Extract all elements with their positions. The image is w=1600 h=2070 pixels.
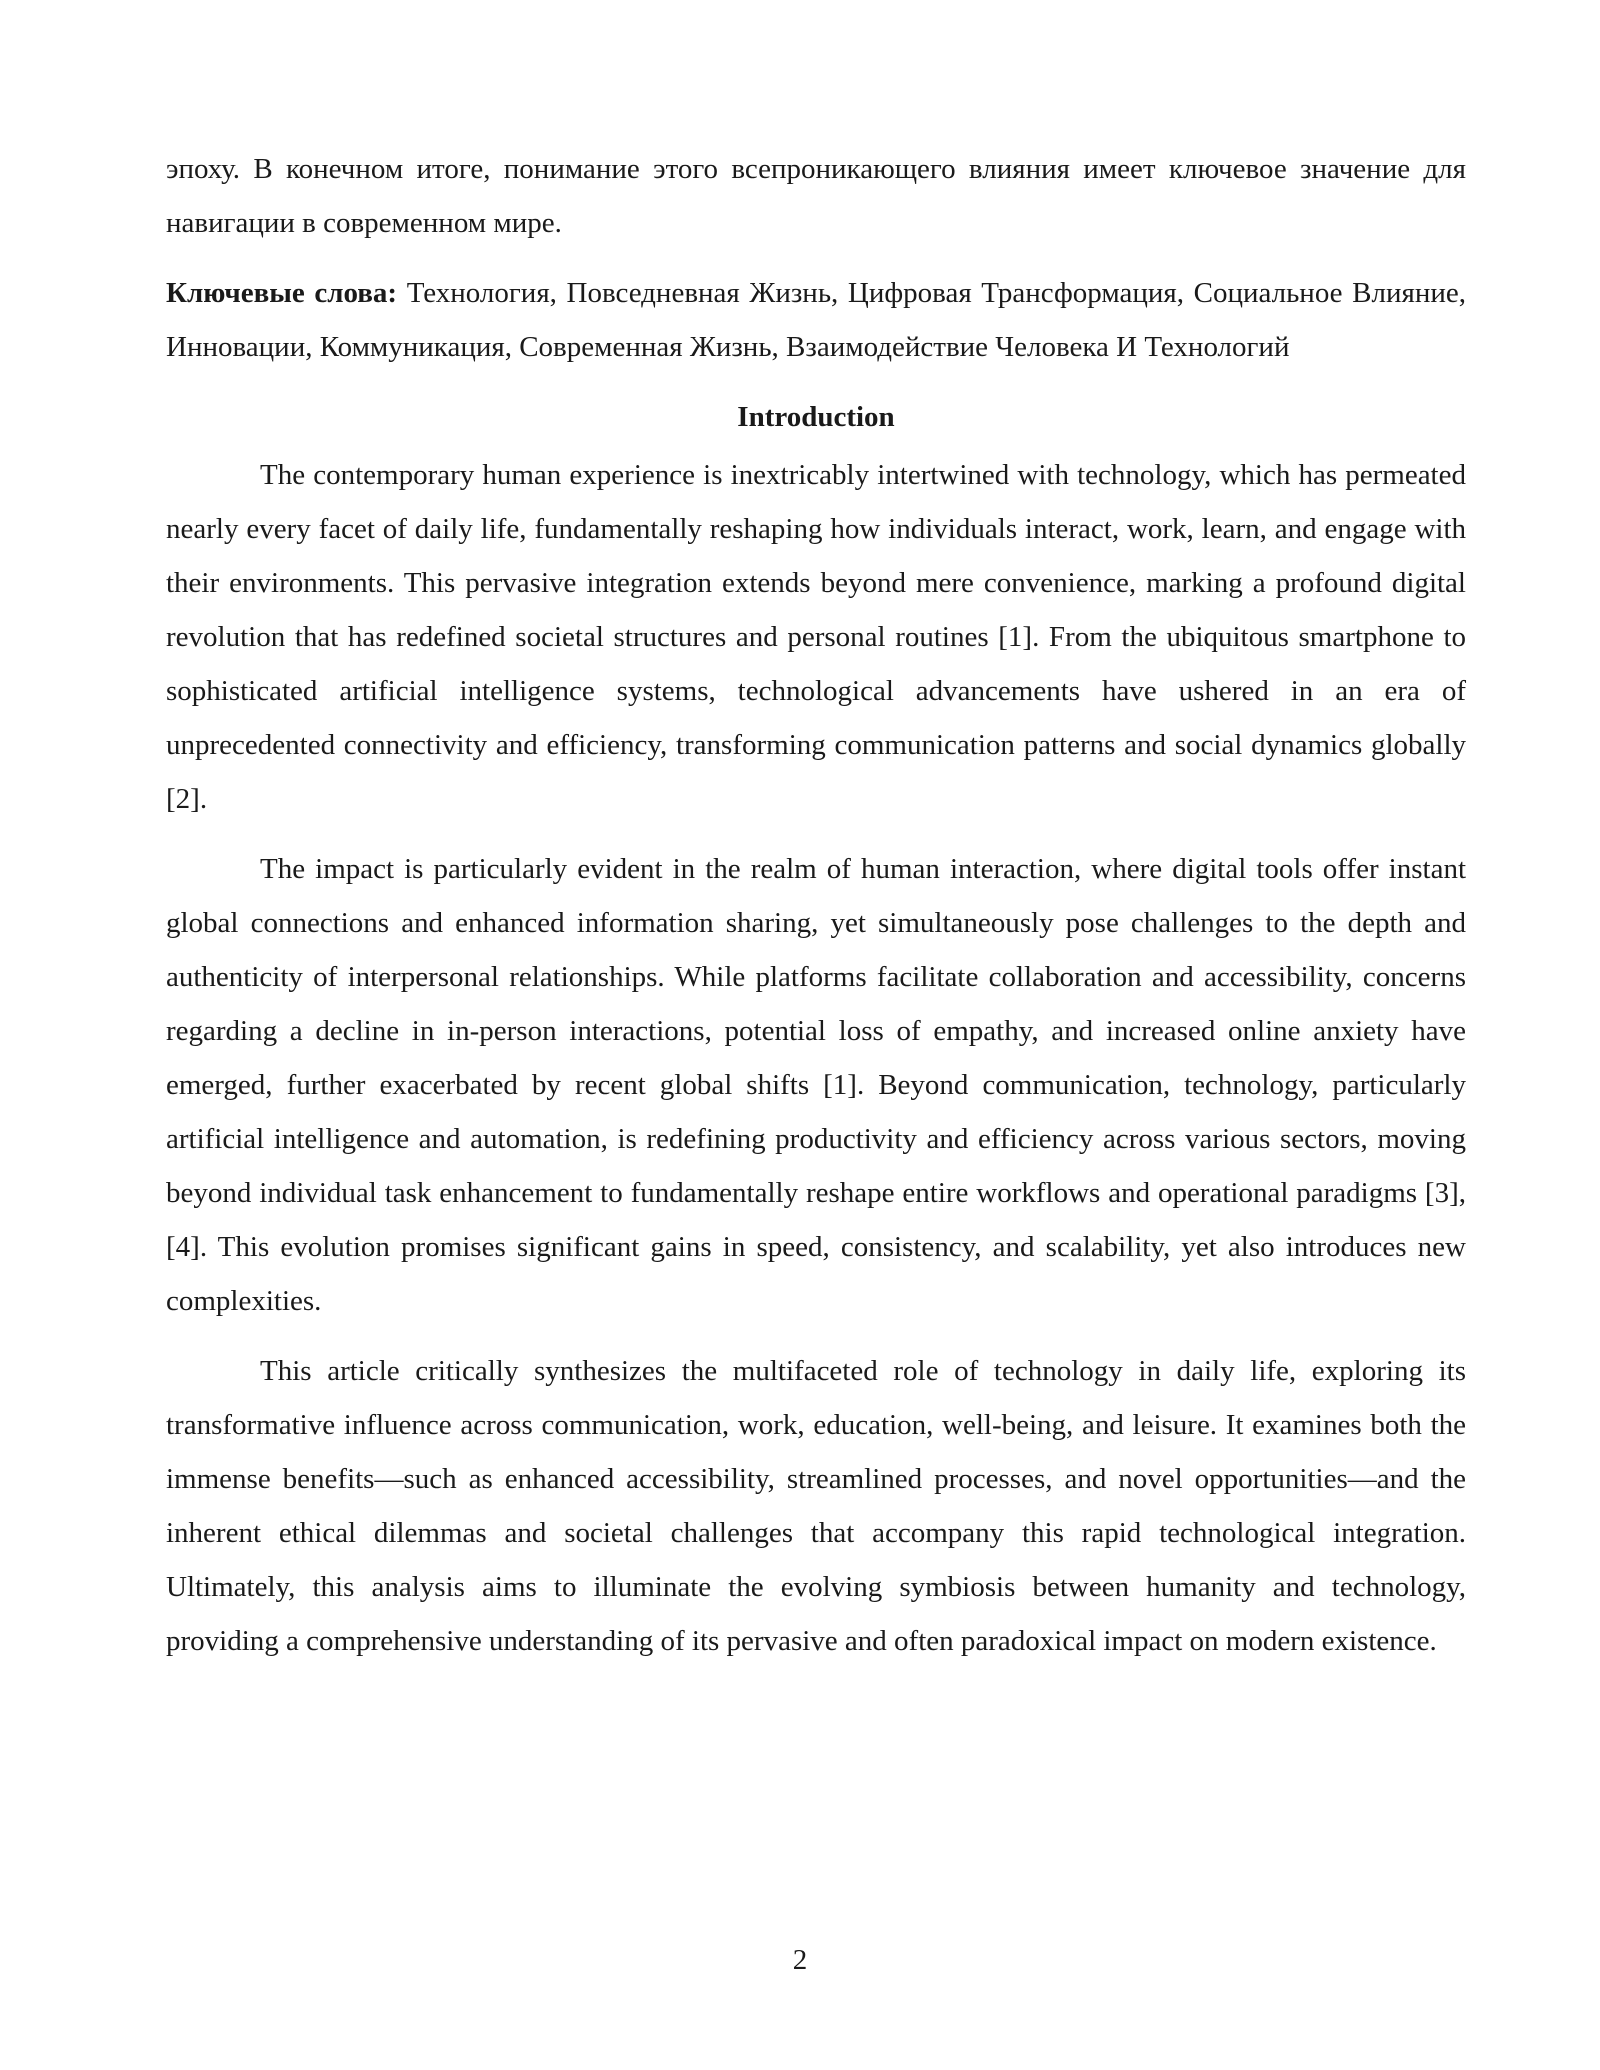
paragraph: This article critically synthesizes the multifaceted role of technology in daily life, exploring its transformative influence across communication, work, education, well-being, and leisure. It examines both the immense benefits—such as enhanced accessibility, streamlined processes, and novel opportunities—and the inherent ethical dilemmas and societal challenges that accompany this rapid technological integration. Ultimately, this analysis aims to illuminate the evolving symbiosis between humanity and technology, providing a comprehensive understanding of its pervasive and often paradoxical impact on modern existence.	[166, 1355, 1466, 1657]
keywords-text: Технология, Повседневная Жизнь, Цифровая Трансформация, Социальное Влияние, Инновации, Коммуникация, Современная Жизнь, Взаимодействие Человека И Технологий	[166, 277, 1466, 363]
page-content	[166, 142, 1466, 1684]
page-number: 2	[792, 1944, 808, 1976]
abstract-tail-text: эпоху. В конечном итоге, понимание этого всепроникающего влияния имеет ключевое значение для навигации в современном мире.	[166, 153, 1466, 239]
paragraph: The contemporary human experience is inextricably intertwined with technology, which has permeated nearly every facet of daily life, fundamentally reshaping how individuals interact, work, learn, and engage with their environments. This pervasive integration extends beyond mere convenience, marking a profound digital revolution that has redefined societal structures and personal routines [1]. From the ubiquitous smartphone to sophisticated artificial intelligence systems, technological advancements have ushered in an era of unprecedented connectivity and efficiency, transforming communication patterns and social dynamics globally [2].	[166, 459, 1466, 815]
section-title: Introduction	[737, 401, 895, 433]
keywords-block	[166, 266, 1466, 374]
keywords-label: Ключевые слова:	[166, 277, 398, 309]
paragraph: The impact is particularly evident in the realm of human interaction, where digital tools offer instant global connections and enhanced information sharing, yet simultaneously pose challenges to the depth and authenticity of interpersonal relationships. While platforms facilitate collaboration and accessibility, concerns regarding a decline in in-person interactions, potential loss of empathy, and increased online anxiety have emerged, further exacerbated by recent global shifts [1]. Beyond communication, technology, particularly artificial intelligence and automation, is redefining productivity and efficiency across various sectors, moving beyond individual task enhancement to fundamentally reshape entire workflows and operational paradigms [3], [4]. This evolution promises significant gains in speed, consistency, and scalability, yet also introduces new complexities.	[166, 853, 1466, 1317]
